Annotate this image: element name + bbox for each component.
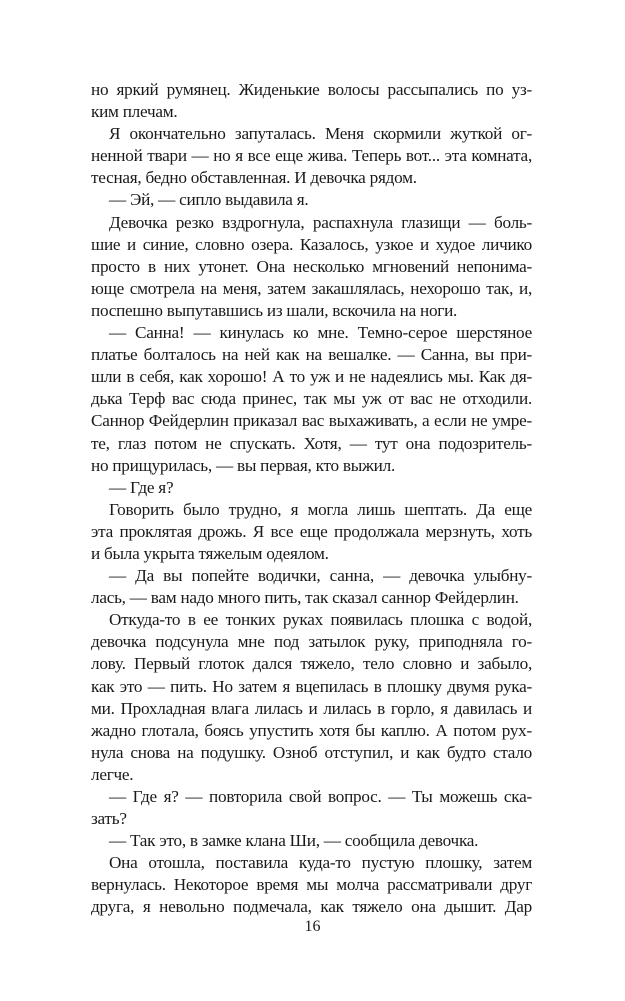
text-line: те, глаз потом не спускать. Хотя, — тут она подозритель- [91, 433, 532, 453]
text-line: — Так это, в замке клана Ши, — сообщила девочка. [109, 831, 479, 851]
text-line: ким плечам. [91, 102, 178, 122]
text-line: Откуда-то в ее тонких руках появилась плошка с водой, [109, 610, 532, 630]
text-line: ненной твари — но я все еще жива. Теперь вот... эта комната, [91, 146, 532, 166]
page-number: 16 [304, 918, 321, 935]
text-line: — Где я? — повторила свой вопрос. — Ты можешь ска- [109, 787, 532, 806]
text-line: но яркий румянец. Жиденькие волосы рассыпались по уз- [91, 80, 532, 99]
text-line: лову. Первый глоток дался тяжело, тело словно и забыло, [91, 654, 532, 674]
text-line: друга, я невольно подмечала, как тяжело она дышит. Дар [91, 897, 532, 917]
text-line: нула снова на подушку. Озноб отступил, и как будто стало [91, 742, 532, 762]
text-line: как это — пить. Но затем я вцепилась в плошку двумя рука- [91, 676, 532, 696]
text-line: девочка подсунула мне под затылок руку, приподняла го- [91, 632, 532, 652]
text-line: платье болталось на ней как на вешалке. — Санна, вы при- [91, 345, 532, 365]
text-line: Девочка резко вздрогнула, распахнула глазищи — боль- [109, 212, 532, 232]
text-line: жадно глотала, боясь упустить хотя бы каплю. А потом рух- [91, 720, 532, 740]
text-line: шли в себя, как хорошо! А то уж и не надеялись мы. Как дя- [91, 367, 532, 387]
text-line: дька Терф вас сюда принес, так мы уж от вас не отходили. [91, 389, 532, 409]
text-line: — Да вы попейте водички, санна, — девочка улыбну- [109, 566, 532, 586]
text-line: — Эй, — сипло выдавила я. [109, 190, 309, 210]
text-line: Говорить было трудно, я могла лишь шептать. Да еще [109, 499, 532, 519]
text-line: — Санна! — кинулась ко мне. Темно-серое шерстяное [109, 323, 532, 343]
body-text [91, 79, 532, 919]
text-line: зать? [91, 809, 127, 829]
text-line: Она отошла, поставила куда-то пустую плошку, затем [109, 853, 532, 873]
text-line: вернулась. Некоторое время мы молча рассматривали друг [91, 875, 532, 895]
text-line: эта проклятая дрожь. Я все еще продолжала мерзнуть, хоть [91, 521, 532, 541]
text-line: и была укрыта тяжелым одеялом. [91, 543, 329, 563]
text-line: легче. [91, 764, 134, 784]
text-line: шие и синие, словно озера. Казалось, узкое и худое личико [91, 234, 532, 254]
text-line: Я окончательно запуталась. Меня скормили жуткой ог- [109, 124, 532, 144]
text-line: ми. Прохладная влага лилась и лилась в горло, я давилась и [91, 698, 532, 718]
text-line: Саннор Фейдерлин приказал вас выхаживать, а если не умре- [91, 411, 532, 431]
text-line: — Где я? [109, 477, 174, 497]
text-line: тесная, бедно обставленная. И девочка рядом. [91, 168, 417, 188]
text-line: но прищурилась, — вы первая, кто выжил. [91, 455, 396, 475]
text-line: поспешно выпутавшись из шали, вскочила на ноги. [91, 300, 458, 320]
text-line: просто в них утонет. Она несколько мгновений непонима- [91, 256, 532, 276]
text-line: лась, — вам надо много пить, так сказал саннор Фейдерлин. [91, 588, 519, 608]
text-line: юще смотрела на меня, затем закашлялась, нехорошо так, и, [91, 278, 532, 298]
